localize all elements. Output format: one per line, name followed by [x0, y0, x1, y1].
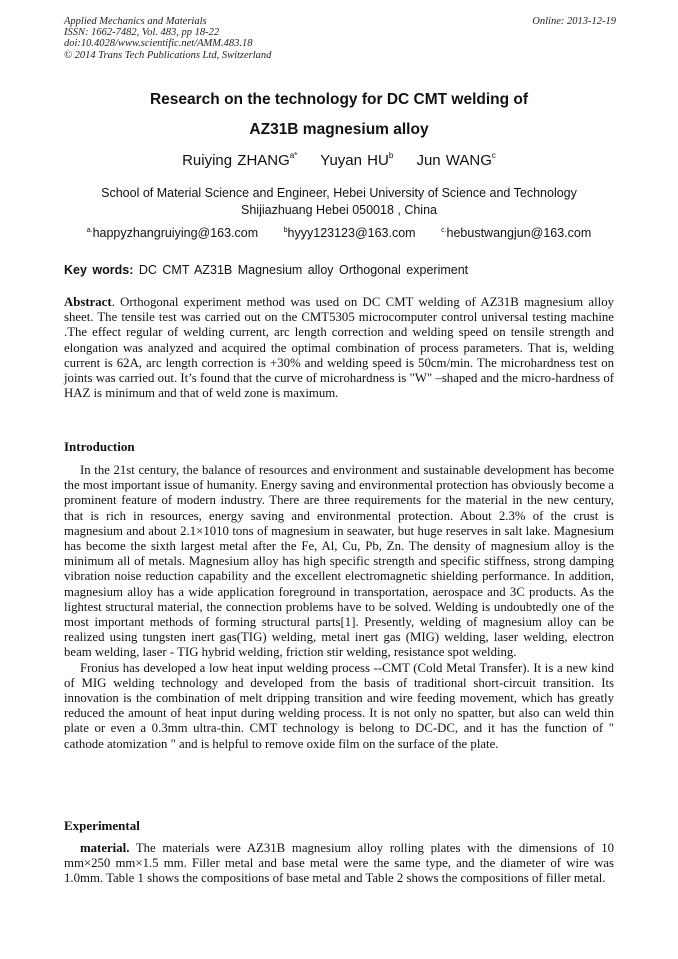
paper-title-line-1: Research on the technology for DC CMT welding of — [149, 91, 529, 108]
journal-name: Applied Mechanics and Materials — [64, 16, 207, 27]
material-label: material. — [80, 841, 130, 855]
author-affiliation-mark: c — [491, 151, 496, 160]
online-date: Online: 2013-12-19 — [532, 16, 616, 27]
email-list — [0, 226, 678, 240]
introduction-body — [64, 463, 614, 752]
abstract-text: . Orthogonal experiment method was used on DC CMT welding of AZ31B magnesium alloy sheet. The tensile test was carried out on the CMT5305 microcomputer control universal testing machine .The effect regular of welding current, arc length correction and welding speed on tensile strength and elongation was analyzed and acquired the optimal combination of process parameters. That is, welding current is 62A, arc length correction is +30% and welding speed is 50cm/min. The microhardness test on joints was carried out. It’s found that the curve of microhardness is "W" –shaped and the micro-hardness of HAZ is minimum and that of weld zone is maximum. — [64, 295, 614, 401]
keywords-text: DC CMT AZ31B Magnesium alloy Orthogonal experiment — [138, 263, 469, 277]
journal-header — [64, 16, 616, 61]
introduction-paragraph-1: In the 21st century, the balance of resources and environment and sustainable development has become the most important issue of humanity. Energy saving and environmental protection has obviously become a prominent feature of modern industry. There are three requirements for the material in the new century, that is rich in resources, energy saving and environmental protection. About 2.3% of the crust is magnesium and about 2.1×1010 tons of magnesium in seawater, but huge reserves in salt lake. Magnesium has become the sixth largest metal after the Fe, Al, Cu, Pb, Zn. The density of magnesium alloy is the minimum all of metals. Magnesium alloy has high specific strength and specific stiffness, strong damping vibration noise reduction capability and the excellent electromagnetic shielding performance. In addition, magnesium alloy has a wide application foreground in transportation, aerospace and 3C products. As the lightest structural material, the connection problems have to be solved. Welding is undoubtedly one of the most important methods of forming structural parts[1]. Presently, welding of magnesium alloy can be realized using tungsten inert gas(TIG) welding, metal inert gas (MIG) welding, laser welding, electron beam welding, laser - TIG hybrid welding, friction stir welding, resistance spot welding. — [64, 463, 614, 660]
author-affiliation-mark: b — [388, 151, 394, 160]
journal-issn: ISSN: 1662-7482, Vol. 483, pp 18-22 — [64, 27, 220, 39]
email-address: hyyy123123@163.com — [287, 226, 416, 240]
email-address: hebustwangjun@163.com — [446, 226, 592, 240]
author-list — [0, 151, 678, 169]
material-text: The materials were AZ31B magnesium alloy rolling plates with the dimensions of 10 mm×250 mm×1.5 mm. Filler metal and base metal were the same type, and the diameter of wire was 1.0mm. Table 1 shows the compositions of base metal and Table 2 shows the compositions of filler metal. — [64, 841, 614, 886]
journal-copyright: © 2014 Trans Tech Publications Ltd, Switzerland — [64, 49, 272, 61]
experimental-body — [64, 841, 614, 887]
author-affiliation-mark: a* — [289, 151, 298, 160]
introduction-heading: Introduction — [64, 439, 135, 454]
author-name: Ruiying ZHANG — [182, 152, 290, 169]
author-name: Yuyan HU — [320, 152, 389, 169]
email-address: happyzhangruiying@163.com — [92, 226, 259, 240]
email-mark: b — [283, 227, 288, 234]
email-mark: c. — [441, 227, 447, 234]
experimental-heading: Experimental — [64, 818, 140, 833]
affiliation-line-2: Shijiazhuang Hebei 050018 , China — [241, 203, 437, 217]
keywords — [64, 263, 468, 277]
keywords-label: Key words: — [64, 263, 134, 277]
paper-title-line-2: AZ31B magnesium alloy — [249, 121, 429, 138]
author-name: Jun WANG — [416, 152, 492, 169]
email-mark: a. — [86, 227, 93, 234]
journal-doi: doi:10.4028/www.scientific.net/AMM.483.18 — [64, 38, 253, 50]
abstract — [64, 295, 614, 401]
introduction-paragraph-2: Fronius has developed a low heat input welding process --CMT (Cold Metal Transfer). It is a new kind of MIG welding technology and developed from the basis of traditional short-circuit transition. Its innovation is the combination of melt dripping transition and wire feeding movement, which has greatly reduced the amount of heat input during welding process. It is not only no spatter, but also can weld thin plate or even a 0.3mm ultra-thin. CMT technology is belong to DC-DC, and it has the function of " cathode atomization " and is helpful to remove oxide film on the surface of the plate. — [64, 660, 614, 751]
abstract-label: Abstract — [64, 295, 112, 309]
affiliation-line-1: School of Material Science and Engineer, Hebei University of Science and Technology — [101, 186, 577, 200]
